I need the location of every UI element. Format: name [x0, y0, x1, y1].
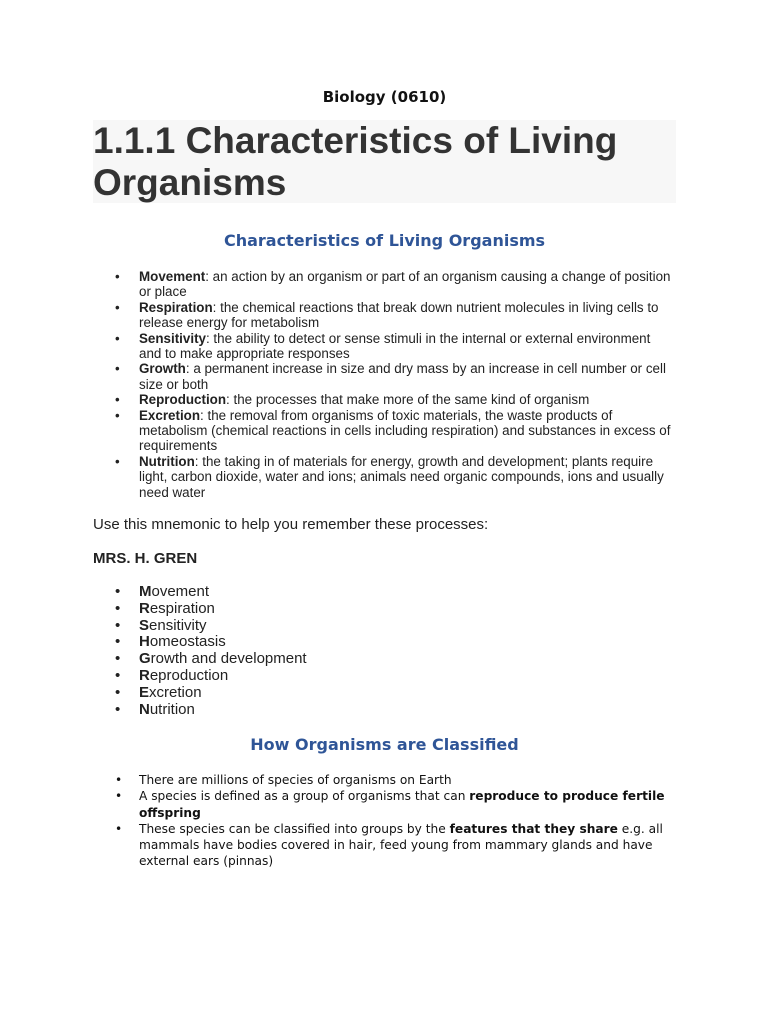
mnemonic-intro: Use this mnemonic to help you remember these processes: [93, 516, 489, 533]
term: Movement [139, 269, 206, 284]
list-item [93, 772, 676, 788]
term: Sensitivity [139, 330, 206, 346]
word-rest: eproduction [149, 666, 229, 684]
definition: : the ability to detect or sense stimuli in the internal or external environment and to make appropriate responses [139, 330, 651, 362]
initial-letter: N [139, 700, 150, 718]
initial-letter: G [139, 650, 151, 668]
word-rest: omeostasis [149, 633, 226, 651]
bold-run: features that they share [449, 821, 618, 836]
initial-letter: M [139, 583, 152, 600]
list-item [93, 454, 676, 500]
list-item [93, 300, 676, 331]
bold-run: reproduce to produce fertile offspring [139, 789, 665, 820]
list-item [93, 331, 676, 362]
definition: : the taking in of materials for energy, growth and development; plants require light, carbon dioxide, water and ions; animals need organic compounds, ions and usually need water [139, 453, 664, 500]
classification-list [93, 772, 676, 870]
text-run: e.g. all mammals have bodies covered in hair, feed young from mammary glands and have external ears (pinnas) [139, 821, 663, 869]
list-item [93, 634, 307, 651]
list-item [93, 651, 307, 668]
term: Reproduction [139, 392, 227, 408]
term: Excretion [139, 407, 201, 423]
initial-letter: S [139, 616, 150, 634]
title-block [93, 120, 676, 203]
list-item [93, 584, 307, 601]
page-title: 1.1.1 Characteristics of Living Organisms [93, 120, 618, 203]
list-item [93, 601, 307, 618]
definition: : a permanent increase in size and dry mass by an increase in cell number or cell size or both [139, 361, 666, 392]
definition: : the removal from organisms of toxic materials, the waste products of metabolism (chemical reactions in cells including respiration) and substances in excess of requirements [139, 407, 671, 454]
text-run: There are millions of species of organisms on Earth [139, 773, 452, 787]
list-item [93, 392, 676, 407]
word-rest: espiration [149, 599, 215, 617]
word-rest: ensitivity [149, 616, 207, 634]
list-item [93, 821, 676, 870]
list-item [93, 408, 676, 454]
characteristics-list [93, 269, 676, 500]
text-run: These species can be classified into groups by the [139, 821, 450, 836]
section-heading-characteristics: Characteristics of Living Organisms [223, 231, 546, 250]
mnemonic-list [93, 584, 307, 718]
mnemonic-title: MRS. H. GREN [93, 550, 198, 567]
list-item [93, 702, 307, 719]
initial-letter: E [139, 683, 150, 701]
list-item [93, 668, 307, 685]
word-rest: xcretion [149, 683, 202, 701]
initial-letter: R [139, 599, 150, 617]
definition: : the processes that make more of the same kind of organism [226, 392, 590, 408]
term: Growth [139, 361, 186, 377]
list-item [93, 361, 676, 392]
list-item [93, 788, 676, 821]
definition: : an action by an organism or part of an organism causing a change of position or place [139, 269, 671, 300]
course-label: Biology (0610) [322, 88, 447, 106]
word-rest: rowth and development [150, 650, 307, 668]
list-item [93, 618, 307, 635]
initial-letter: H [139, 633, 150, 651]
text-run: A species is defined as a group of organisms that can [139, 789, 470, 804]
definition: : the chemical reactions that break down nutrient molecules in living cells to release energy for metabolism [139, 299, 659, 331]
list-item [93, 269, 676, 300]
initial-letter: R [139, 666, 150, 684]
term: Respiration [139, 299, 213, 315]
term: Nutrition [139, 453, 195, 469]
list-item [93, 685, 307, 702]
word-rest: utrition [149, 700, 195, 718]
word-rest: ovement [151, 583, 210, 600]
section-heading-classification: How Organisms are Classified [250, 735, 519, 754]
